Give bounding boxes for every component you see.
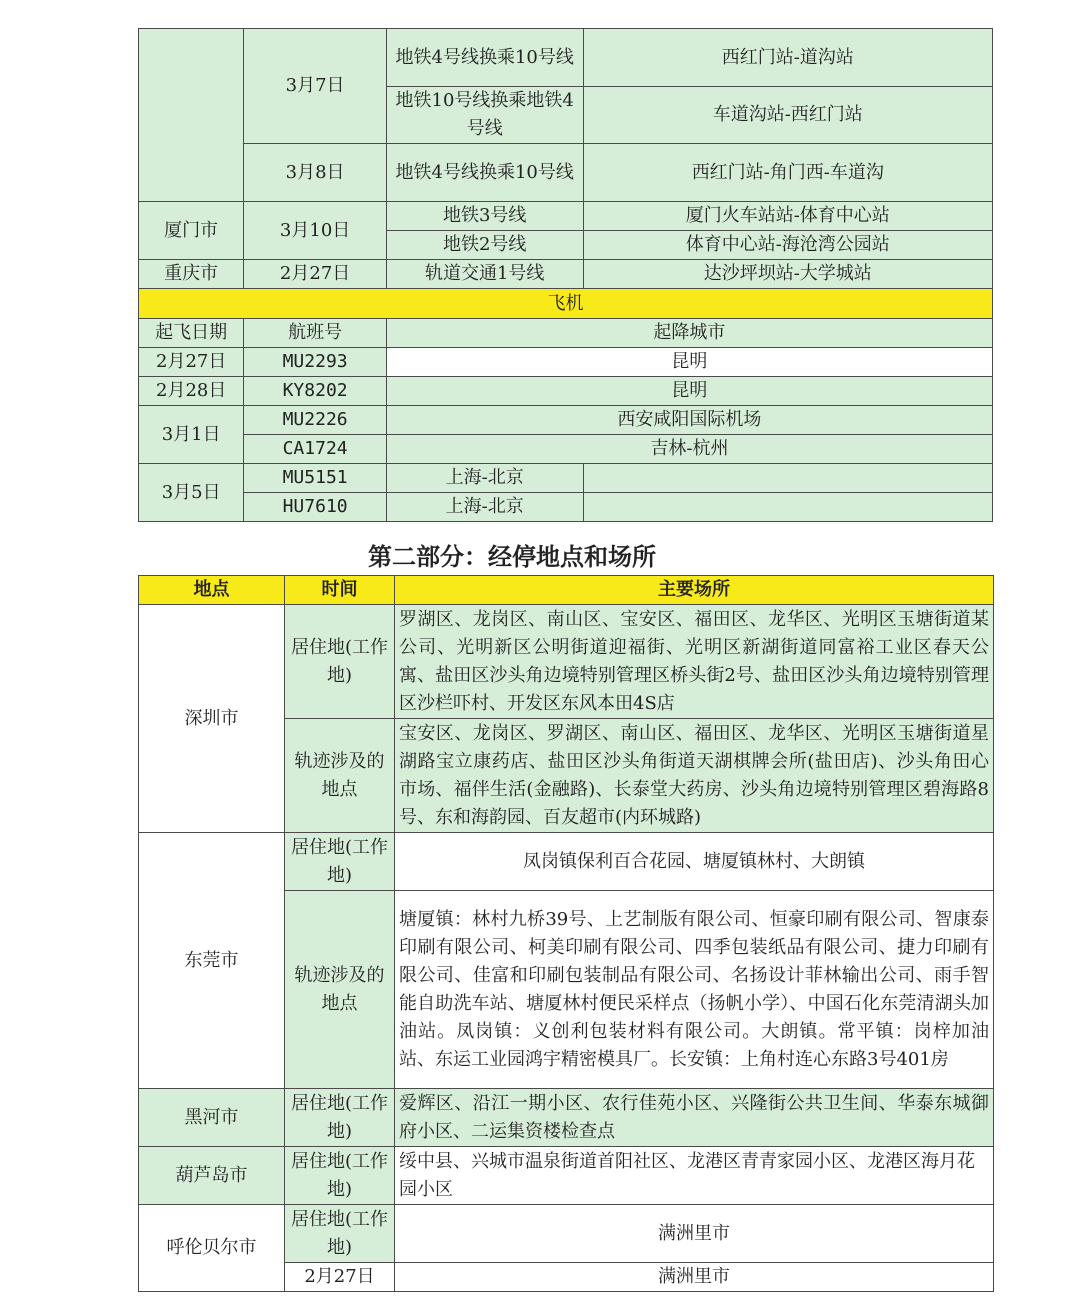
- col-header-date: 起飞日期: [139, 319, 244, 348]
- date-cell: 3月8日: [244, 144, 387, 202]
- cities-cell: 上海-北京: [386, 493, 583, 522]
- col-header-time: 时间: [285, 576, 395, 605]
- cities-cell: 上海-北京: [386, 464, 583, 493]
- flight-header-row: [139, 319, 993, 348]
- empty-cell: [583, 493, 992, 522]
- date-cell: 2月27日: [139, 348, 244, 377]
- empty-cell: [583, 464, 992, 493]
- city-cell: 厦门市: [139, 202, 244, 260]
- date-cell: 2月27日: [244, 260, 387, 289]
- route-cell: 达沙坪坝站-大学城站: [583, 260, 992, 289]
- city-cell-empty: [139, 29, 244, 202]
- flight-cell: MU2293: [244, 348, 387, 377]
- time-cell: 轨迹涉及的地点: [285, 719, 395, 833]
- venues-cell: 满洲里市: [395, 1263, 994, 1292]
- time-cell: 居住地(工作地): [285, 833, 395, 891]
- flight-cell: CA1724: [244, 435, 387, 464]
- city-cell: 黑河市: [139, 1089, 285, 1147]
- cities-cell: 吉林-杭州: [386, 435, 992, 464]
- time-cell: 2月27日: [285, 1263, 395, 1292]
- table-row: [139, 144, 993, 202]
- line-cell: 地铁10号线换乘地铁4号线: [386, 87, 583, 144]
- city-cell: 葫芦岛市: [139, 1147, 285, 1205]
- col-header-place: 地点: [139, 576, 285, 605]
- table-row: [139, 605, 994, 719]
- city-cell: 深圳市: [139, 605, 285, 833]
- header-row: [139, 576, 994, 605]
- col-header-venues: 主要场所: [395, 576, 994, 605]
- venues-cell: 绥中县、兴城市温泉街道首阳社区、龙港区青青家园小区、龙港区海月花园小区: [395, 1147, 994, 1205]
- time-cell: 居住地(工作地): [285, 605, 395, 719]
- route-cell: 车道沟站-西红门站: [583, 87, 992, 144]
- places-table: [138, 575, 994, 1292]
- city-cell: 重庆市: [139, 260, 244, 289]
- line-cell: 地铁4号线换乘10号线: [386, 144, 583, 202]
- plane-header-row: [139, 289, 993, 319]
- transport-table: [138, 28, 993, 522]
- flight-cell: KY8202: [244, 377, 387, 406]
- flight-cell: MU2226: [244, 406, 387, 435]
- venues-cell: 凤岗镇保利百合花园、塘厦镇林村、大朗镇: [395, 833, 994, 891]
- route-cell: 西红门站-道沟站: [583, 29, 992, 87]
- time-cell: 居住地(工作地): [285, 1089, 395, 1147]
- time-cell: 居住地(工作地): [285, 1205, 395, 1263]
- cities-cell: 昆明: [386, 377, 992, 406]
- table-row: [139, 493, 993, 522]
- table-row: [139, 464, 993, 493]
- table-row: [139, 260, 993, 289]
- flight-cell: HU7610: [244, 493, 387, 522]
- table-row: [139, 1089, 994, 1147]
- route-cell: 体育中心站-海沧湾公园站: [583, 231, 992, 260]
- line-cell: 地铁4号线换乘10号线: [386, 29, 583, 87]
- table-row: [139, 406, 993, 435]
- date-cell: 3月7日: [244, 29, 387, 144]
- table-row: [139, 29, 993, 87]
- date-cell: 3月10日: [244, 202, 387, 260]
- time-cell: 轨迹涉及的地点: [285, 891, 395, 1089]
- cities-cell: 昆明: [386, 348, 992, 377]
- line-cell: 轨道交通1号线: [386, 260, 583, 289]
- section-title: 第二部分：经停地点和场所: [368, 543, 656, 571]
- venues-cell: 罗湖区、龙岗区、南山区、宝安区、福田区、龙华区、光明区玉塘街道某公司、光明新区公明街道迎福街、光明区新湖街道同富裕工业区春天公寓、盐田区沙头角边境特别管理区桥头街2号、盐田区沙头角边境特别管理区沙栏吓村、开发区东风本田4S店: [395, 605, 994, 719]
- venues-cell: 宝安区、龙岗区、罗湖区、南山区、福田区、龙华区、光明区玉塘街道星湖路宝立康药店、盐田区沙头角街道天湖棋牌会所(盐田店)、沙头角田心市场、福伴生活(金融路)、长泰堂大药房、沙头角边境特别管理区碧海路8号、东和海韵园、百友超市(内环城路): [395, 719, 994, 833]
- table-row: [139, 1147, 994, 1205]
- venues-cell: 爱辉区、沿江一期小区、农行佳苑小区、兴隆街公共卫生间、华泰东城御府小区、二运集资楼检查点: [395, 1089, 994, 1147]
- table-row: [139, 833, 994, 891]
- col-header-flight: 航班号: [244, 319, 387, 348]
- table-row: [139, 377, 993, 406]
- city-cell: 东莞市: [139, 833, 285, 1089]
- table-row: [139, 348, 993, 377]
- line-cell: 地铁2号线: [386, 231, 583, 260]
- table-row: [139, 202, 993, 231]
- date-cell: 3月1日: [139, 406, 244, 464]
- venues-cell: 塘厦镇：林村九桥39号、上艺制版有限公司、恒豪印刷有限公司、智康泰印刷有限公司、柯美印刷有限公司、四季包装纸品有限公司、捷力印刷有限公司、佳富和印刷包装制品有限公司、名扬设计菲林输出公司、雨手智能自助洗车站、塘厦林村便民采样点（扬帆小学）、中国石化东莞清湖头加油站。凤岗镇：义创利包装材料有限公司。大朗镇。常平镇：岗梓加油站、东运工业园鸿宇精密模具厂。长安镇：上角村连心东路3号401房: [395, 891, 994, 1089]
- route-cell: 西红门站-角门西-车道沟: [583, 144, 992, 202]
- plane-header: 飞机: [139, 289, 993, 319]
- city-cell: 呼伦贝尔市: [139, 1205, 285, 1292]
- col-header-cities: 起降城市: [386, 319, 992, 348]
- date-cell: 3月5日: [139, 464, 244, 522]
- date-cell: 2月28日: [139, 377, 244, 406]
- time-cell: 居住地(工作地): [285, 1147, 395, 1205]
- flight-cell: MU5151: [244, 464, 387, 493]
- line-cell: 地铁3号线: [386, 202, 583, 231]
- cities-cell: 西安咸阳国际机场: [386, 406, 992, 435]
- table-row: [139, 435, 993, 464]
- table-row: [139, 1205, 994, 1263]
- venues-cell: 满洲里市: [395, 1205, 994, 1263]
- route-cell: 厦门火车站站-体育中心站: [583, 202, 992, 231]
